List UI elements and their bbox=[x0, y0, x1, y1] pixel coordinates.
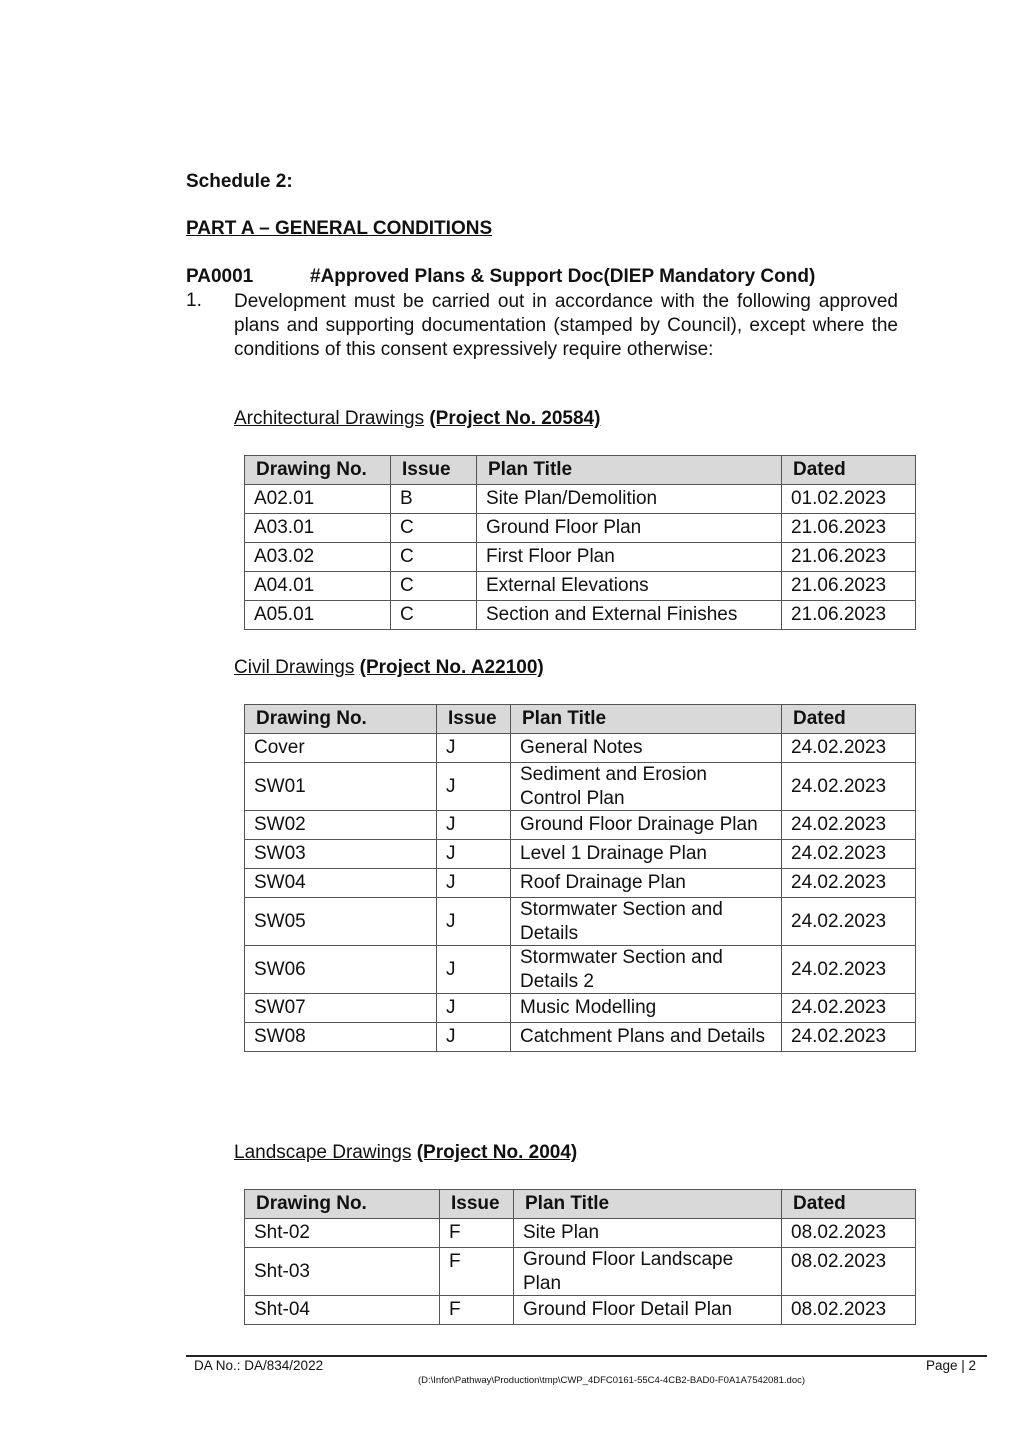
architectural-project: (Project No. 20584) bbox=[429, 408, 601, 429]
condition-number: 1. bbox=[186, 290, 202, 311]
table-row bbox=[245, 572, 916, 601]
plan-title: Site Plan/Demolition bbox=[477, 485, 782, 514]
drawing-no: Sht-02 bbox=[245, 1219, 440, 1248]
condition-text: Development must be carried out in accordance with the following approved plans and supporting documentation (stamped by Council), except where the conditions of this consent expressively require otherwise: bbox=[234, 291, 898, 360]
dated: 24.02.2023 bbox=[782, 811, 916, 840]
drawing-no: SW06 bbox=[245, 946, 437, 994]
civil-table bbox=[244, 704, 916, 1052]
condition-title: #Approved Plans & Support Doc(DIEP Mandatory Cond) bbox=[310, 266, 816, 287]
plan-title: External Elevations bbox=[477, 572, 782, 601]
table-row bbox=[245, 1248, 916, 1296]
header-issue: Issue bbox=[391, 456, 477, 485]
drawing-no: SW03 bbox=[245, 840, 437, 869]
part-heading: PART A – GENERAL CONDITIONS bbox=[186, 218, 493, 239]
drawing-no: Sht-04 bbox=[245, 1296, 440, 1325]
civil-label: Civil Drawings bbox=[234, 657, 355, 678]
architectural-heading bbox=[234, 408, 600, 430]
header-dated: Dated bbox=[782, 705, 916, 734]
issue: F bbox=[440, 1248, 514, 1296]
plan-title: Ground Floor Landscape Plan bbox=[514, 1248, 782, 1296]
dated: 01.02.2023 bbox=[782, 485, 916, 514]
condition-code: PA0001 bbox=[186, 266, 254, 287]
issue: J bbox=[437, 840, 511, 869]
issue: J bbox=[437, 898, 511, 946]
plan-title: Roof Drainage Plan bbox=[511, 869, 782, 898]
plan-title: Level 1 Drainage Plan bbox=[511, 840, 782, 869]
issue: C bbox=[391, 543, 477, 572]
header-drawing-no: Drawing No. bbox=[245, 1190, 440, 1219]
issue: J bbox=[437, 869, 511, 898]
schedule-heading: Schedule 2: bbox=[186, 171, 293, 192]
civil-heading bbox=[234, 657, 544, 679]
table-row bbox=[245, 514, 916, 543]
plan-title: Stormwater Section and Details bbox=[511, 898, 782, 946]
dated: 24.02.2023 bbox=[782, 898, 916, 946]
footer-da-number: DA No.: DA/834/2022 bbox=[194, 1358, 324, 1373]
dated: 24.02.2023 bbox=[782, 840, 916, 869]
plan-title: General Notes bbox=[511, 734, 782, 763]
landscape-project: (Project No. 2004) bbox=[416, 1142, 578, 1163]
dated: 24.02.2023 bbox=[782, 946, 916, 994]
dated: 24.02.2023 bbox=[782, 734, 916, 763]
plan-title: Sediment and Erosion Control Plan bbox=[511, 763, 782, 811]
table-row bbox=[245, 1219, 916, 1248]
footer-rule bbox=[186, 1355, 987, 1357]
issue: F bbox=[440, 1219, 514, 1248]
header-plan-title: Plan Title bbox=[477, 456, 782, 485]
drawing-no: A05.01 bbox=[245, 601, 391, 630]
civil-project: (Project No. A22100) bbox=[359, 657, 544, 678]
table-row bbox=[245, 898, 916, 946]
drawing-no: SW08 bbox=[245, 1023, 437, 1052]
issue: J bbox=[437, 734, 511, 763]
drawing-no: A03.02 bbox=[245, 543, 391, 572]
architectural-label: Architectural Drawings bbox=[234, 408, 425, 429]
dated: 08.02.2023 bbox=[782, 1219, 916, 1248]
table-row bbox=[245, 601, 916, 630]
issue: F bbox=[440, 1296, 514, 1325]
dated: 24.02.2023 bbox=[782, 763, 916, 811]
issue: J bbox=[437, 994, 511, 1023]
dated: 24.02.2023 bbox=[782, 1023, 916, 1052]
table-row bbox=[245, 1296, 916, 1325]
table-row bbox=[245, 734, 916, 763]
issue: C bbox=[391, 601, 477, 630]
issue: J bbox=[437, 811, 511, 840]
issue: J bbox=[437, 763, 511, 811]
plan-title: Section and External Finishes bbox=[477, 601, 782, 630]
issue: J bbox=[437, 946, 511, 994]
header-issue: Issue bbox=[440, 1190, 514, 1219]
plan-title: Stormwater Section and Details 2 bbox=[511, 946, 782, 994]
table-row bbox=[245, 946, 916, 994]
dated: 21.06.2023 bbox=[782, 514, 916, 543]
drawing-no: SW02 bbox=[245, 811, 437, 840]
drawing-no: SW05 bbox=[245, 898, 437, 946]
header-dated: Dated bbox=[782, 1190, 916, 1219]
plan-title: Site Plan bbox=[514, 1219, 782, 1248]
header-dated: Dated bbox=[782, 456, 916, 485]
plan-title: Music Modelling bbox=[511, 994, 782, 1023]
table-row bbox=[245, 763, 916, 811]
plan-title: First Floor Plan bbox=[477, 543, 782, 572]
table-row bbox=[245, 811, 916, 840]
drawing-no: Cover bbox=[245, 734, 437, 763]
table-row bbox=[245, 485, 916, 514]
table-row bbox=[245, 994, 916, 1023]
dated: 21.06.2023 bbox=[782, 543, 916, 572]
table-row bbox=[245, 869, 916, 898]
drawing-no: A03.01 bbox=[245, 514, 391, 543]
drawing-no: A02.01 bbox=[245, 485, 391, 514]
drawing-no: SW04 bbox=[245, 869, 437, 898]
header-drawing-no: Drawing No. bbox=[245, 705, 437, 734]
dated: 24.02.2023 bbox=[782, 994, 916, 1023]
dated: 21.06.2023 bbox=[782, 601, 916, 630]
footer-page-number: Page | 2 bbox=[926, 1358, 977, 1373]
landscape-label: Landscape Drawings bbox=[234, 1142, 412, 1163]
dated: 21.06.2023 bbox=[782, 572, 916, 601]
landscape-heading bbox=[234, 1142, 577, 1164]
header-plan-title: Plan Title bbox=[514, 1190, 782, 1219]
drawing-no: Sht-03 bbox=[245, 1248, 440, 1296]
plan-title: Ground Floor Detail Plan bbox=[514, 1296, 782, 1325]
plan-title: Ground Floor Plan bbox=[477, 514, 782, 543]
table-row bbox=[245, 543, 916, 572]
architectural-table bbox=[244, 455, 916, 630]
table-row bbox=[245, 1023, 916, 1052]
header-plan-title: Plan Title bbox=[511, 705, 782, 734]
drawing-no: SW01 bbox=[245, 763, 437, 811]
issue: C bbox=[391, 514, 477, 543]
header-issue: Issue bbox=[437, 705, 511, 734]
drawing-no: A04.01 bbox=[245, 572, 391, 601]
landscape-table bbox=[244, 1189, 916, 1325]
dated: 08.02.2023 bbox=[782, 1248, 916, 1296]
dated: 08.02.2023 bbox=[782, 1296, 916, 1325]
dated: 24.02.2023 bbox=[782, 869, 916, 898]
plan-title: Ground Floor Drainage Plan bbox=[511, 811, 782, 840]
table-row bbox=[245, 840, 916, 869]
drawing-no: SW07 bbox=[245, 994, 437, 1023]
issue: C bbox=[391, 572, 477, 601]
footer-file-path: (D:\Infor\Pathway\Production\tmp\CWP_4DFC0161-55C4-4CB2-BAD0-F0A1A7542081.doc) bbox=[417, 1375, 806, 1386]
issue: B bbox=[391, 485, 477, 514]
header-drawing-no: Drawing No. bbox=[245, 456, 391, 485]
issue: J bbox=[437, 1023, 511, 1052]
plan-title: Catchment Plans and Details bbox=[511, 1023, 782, 1052]
